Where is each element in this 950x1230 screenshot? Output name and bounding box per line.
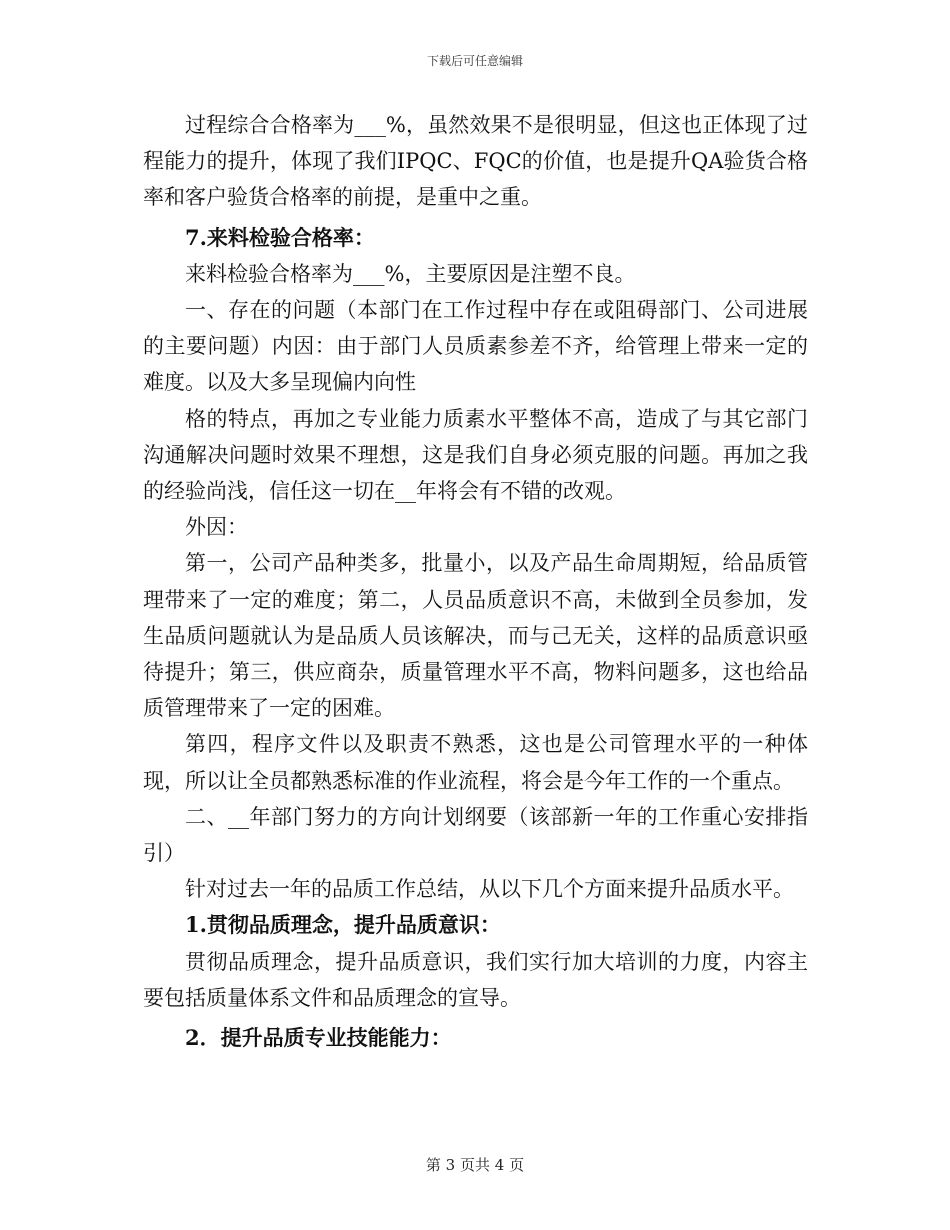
document-body [143,107,808,1056]
paragraph-existing-problems: 一、存在的问题（本部门在工作过程中存在或阻碍部门、公司进展的主要问题）内因：由于部门人员质素参差不齐，给管理上带来一定的难度。以及大多呈现偏内向性 [143,298,808,395]
paragraph-plan-summary: 针对过去一年的品质工作总结，从以下几个方面来提升品质水平。 [185,877,794,902]
paragraph-external-causes: 第一，公司产品种类多，批量小，以及产品生命周期短，给品质管理带来了一定的难度；第二，人员品质意识不高，未做到全员参加，发生品质问题就认为是品质人员该解决，而与己无关，这样的品质意识亟待提升；第三，供应商杂，质量管理水平不高，物料问题多，这也给品质管理带来了一定的困难。 [143,551,808,721]
paragraph-plan-outline: 二、__年部门努力的方向计划纲要（该部新一年的工作重心安排指引） [143,804,808,866]
page-header: 下载后可任意编辑 [426,54,523,68]
heading-quality-skills: 2．提升品质专业技能能力： [185,1025,452,1051]
paragraph-internal-causes: 格的特点，再加之专业能力质素水平整体不高，造成了与其它部门沟通解决问题时效果不理想，这是我们自身必须克服的问题。再加之我的经验尚浅，信任这一切在__年将会有不错的改观。 [143,406,808,504]
heading-quality-concept: 1.贯彻品质理念，提升品质意识： [185,912,501,938]
paragraph-fourth-cause: 第四，程序文件以及职责不熟悉，这也是公司管理水平的一种体现，所以让全员都熟悉标准的作业流程，将会是今年工作的一个重点。 [143,732,808,793]
paragraph-process-pass-rate: 过程综合合格率为___%，虽然效果不是很明显，但这也正体现了过程能力的提升，体现了我们IPQC、FQC的价值，也是提升QA验货合格率和客户验货合格率的前提，是重中之重。 [143,113,808,210]
paragraph-quality-concept: 贯彻品质理念，提升品质意识，我们实行加大培训的力度，内容主要包括质量体系文件和品质理念的宣导。 [143,949,808,1010]
page-footer: 第 3 页共 4 页 [425,1156,525,1174]
paragraph-external-causes-label: 外因： [185,515,248,540]
heading-incoming-inspection: 7.来料检验合格率： [185,224,375,250]
paragraph-incoming-pass-rate: 来料检验合格率为___%，主要原因是注塑不良。 [185,261,636,286]
